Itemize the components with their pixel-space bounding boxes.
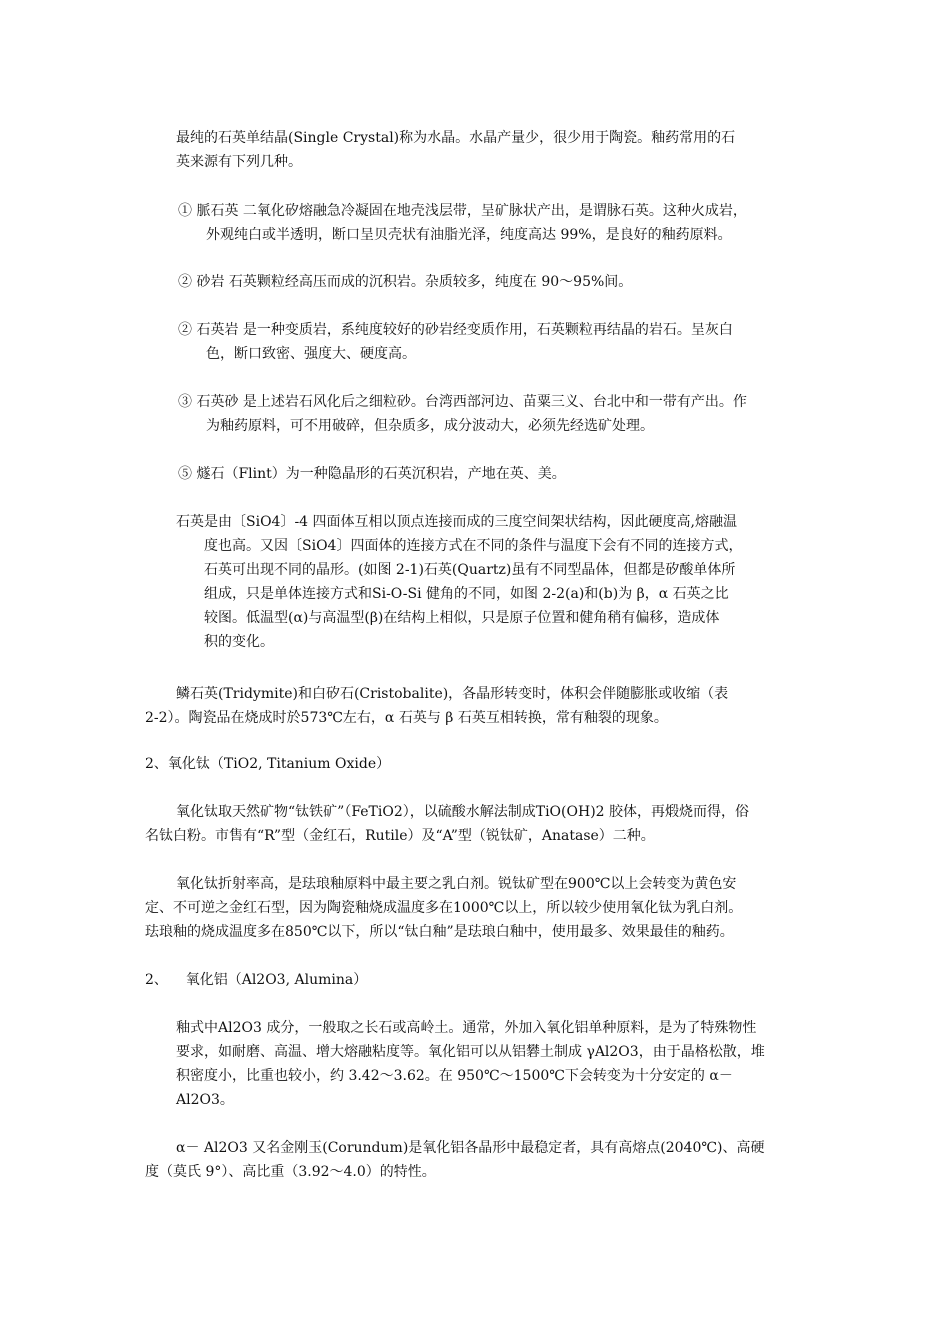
text-line: 名钛白粉。市售有“R”型（金红石，Rutile）及“A”型（锐钛矿，Anatase）二种。: [145, 828, 655, 844]
text-line: 组成，只是单体连接方式和Si-O-Si 健角的不同，如图 2-2(a)和(b)为 β，α 石英之比: [204, 586, 729, 602]
text-line: Al2O3。: [176, 1092, 234, 1108]
text-line: ③ 石英砂 是上述岩石风化后之细粒砂。台湾西部河边、苗粟三义、台北中和一带有产出。作: [178, 394, 747, 410]
text-line: α－ Al2O3 又名金刚玉(Corundum)是氧化铝各晶形中最稳定者，具有高熔点(2040℃)、高硬: [176, 1140, 765, 1156]
text-line: 外观纯白或半透明，断口呈贝壳状有油脂光泽，纯度高达 99%，是良好的釉药原料。: [206, 227, 732, 243]
titanium-heading: 2、氧化钛（TiO2, Titanium Oxide）: [145, 756, 391, 772]
text-line: 氧化钛折射率高，是珐琅釉原料中最主要之乳白剂。锐钛矿型在900℃以上会转变为黄色安: [176, 876, 737, 892]
text-line: 为釉药原料，可不用破碎，但杂质多，成分波动大，必须先经选矿处理。: [206, 418, 654, 434]
list-item-quartzite: [178, 318, 733, 366]
text-line: 2-2）。陶瓷品在烧成时於573℃左右，α 石英与 β 石英互相转换，常有釉裂的现象。: [145, 710, 668, 726]
text-line: 鳞石英(Tridymite)和白矽石(Cristobalite)，各晶形转变时，体积会伴随膨胀或收缩（表: [176, 686, 729, 702]
text-line: 石英可出现不同的晶形。(如图 2-1)石英(Quartz)虽有不同型晶体，但都是矽酸单体所: [204, 562, 736, 578]
text-line: 英来源有下列几种。: [176, 154, 302, 170]
text-line: 氧化钛取天然矿物“钛铁矿”（FeTiO2），以硫酸水解法制成TiO(OH)2 胶体，再煅烧而得，俗: [176, 804, 750, 820]
text-line: 最纯的石英单结晶(Single Crystal)称为水晶。水晶产量少，很少用于陶瓷。釉药常用的石: [176, 130, 736, 146]
text-line: ⑤ 燧石（Flint）为一种隐晶形的石英沉积岩，产地在英、美。: [178, 466, 566, 482]
text-line: 要求，如耐磨、高温、增大熔融粘度等。氧化铝可以从铝礬土制成 γAl2O3，由于晶格松散，堆: [176, 1044, 765, 1060]
text-line: ① 脈石英 二氧化矽熔融急冷凝固在地壳浅层带，呈矿脉状产出，是谓脉石英。这种火成岩，: [178, 203, 747, 219]
text-line: ② 石英岩 是一种变质岩，系纯度较好的砂岩经变质作用，石英颗粒再结晶的岩石。呈灰白: [178, 322, 733, 338]
tridymite-paragraph: [145, 682, 728, 730]
text-line: 定、不可逆之金红石型，因为陶瓷釉烧成温度多在1000℃以上，所以较少使用氧化钛为乳白剂。: [145, 900, 743, 916]
alumina-heading: 2、 氧化铝（Al2O3, Alumina）: [145, 972, 368, 988]
list-item-quartz-sand: [178, 390, 747, 438]
list-item-vein-quartz: [178, 199, 747, 247]
titanium-paragraph-2: [145, 872, 742, 944]
text-line: 积的变化。: [204, 634, 274, 650]
text-line: ② 砂岩 石英颗粒经高压而成的沉积岩。杂质较多，纯度在 90～95%间。: [178, 274, 633, 290]
titanium-paragraph-1: [145, 800, 749, 848]
text-line: 釉式中Al2O3 成分，一般取之长石或高岭土。通常，外加入氧化铝单种原料，是为了特殊物性: [176, 1020, 757, 1036]
text-line: 色，断口致密、强度大、硬度高。: [206, 346, 416, 362]
text-line: 较图。低温型(α)与高温型(β)在结构上相似，只是原子位置和健角稍有偏移，造成体: [204, 610, 720, 626]
alumina-paragraph-2: [145, 1136, 765, 1184]
text-line: 积密度小，比重也较小，约 3.42～3.62。在 950℃～1500℃下会转变为十分安定的 α－: [176, 1068, 733, 1084]
quartz-structure-paragraph: [176, 510, 742, 654]
list-item-flint: [178, 462, 566, 486]
text-line: 度（莫氏 9°）、高比重（3.92～4.0）的特性。: [145, 1164, 436, 1180]
text-line: 石英是由〔SiO4〕-4 四面体互相以顶点连接而成的三度空间架状结构，因此硬度高,熔融温: [176, 514, 737, 530]
text-line: 珐琅釉的烧成温度多在850℃以下，所以“钛白釉”是珐琅白釉中，使用最多、效果最佳的釉药。: [145, 924, 734, 940]
list-item-sandstone: [178, 270, 632, 294]
alumina-paragraph-1: [176, 1016, 765, 1112]
text-line: 度也高。又因〔SiO4〕四面体的连接方式在不同的条件与温度下会有不同的连接方式，: [204, 538, 743, 554]
intro-paragraph: [176, 126, 735, 174]
